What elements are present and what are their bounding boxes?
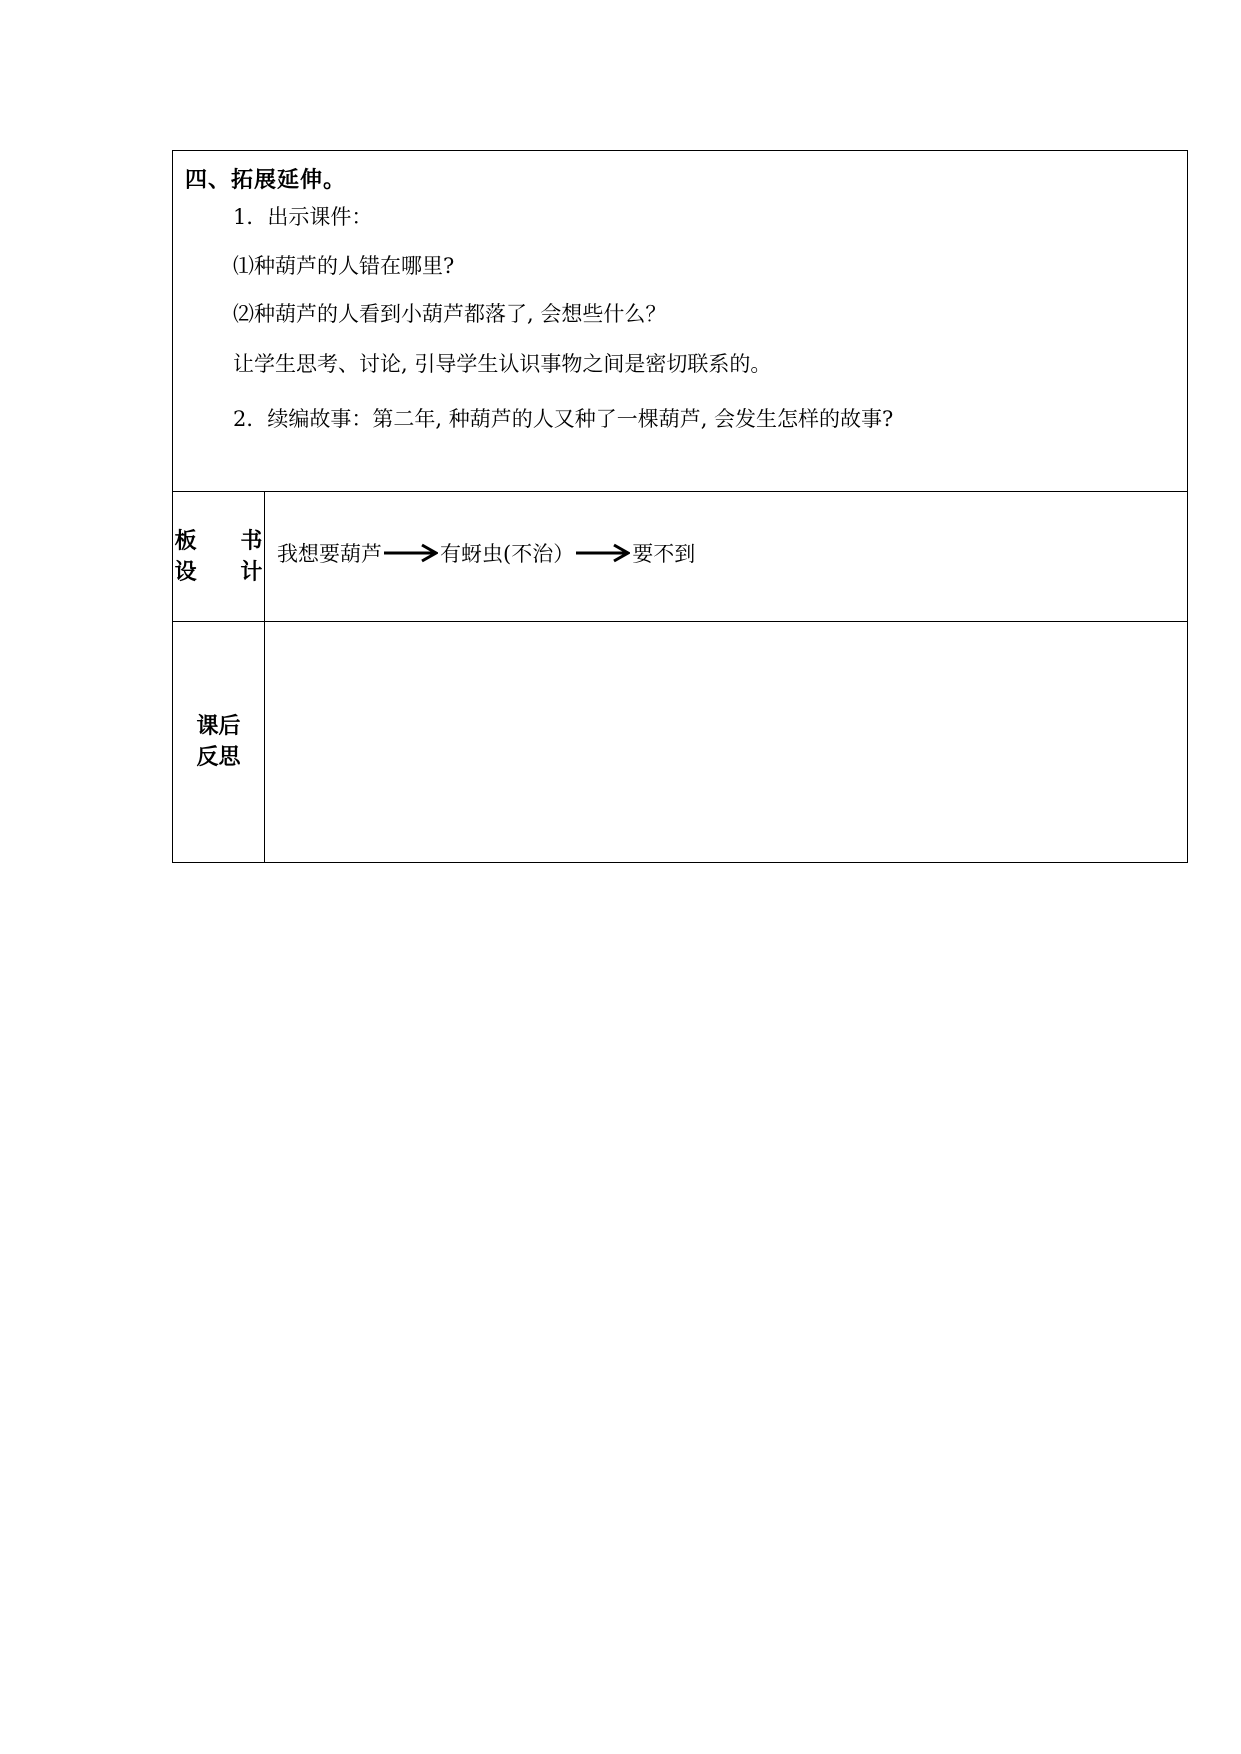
lesson-plan-table (172, 150, 1188, 863)
flow-step: 要不到 (632, 542, 696, 566)
board-flow (277, 538, 695, 568)
label-line: 设 计 (174, 559, 281, 585)
text-line: ⑵种葫芦的人看到小葫芦都落了, 会想些什么？ (233, 302, 667, 326)
section-extension (173, 151, 1187, 492)
text-line: ⑴种葫芦的人错在哪里? (233, 254, 455, 278)
label-line: 课后 (196, 714, 241, 739)
text-line: 1．出示课件： (233, 205, 373, 229)
reflection-row (173, 622, 1187, 862)
reflection-content (265, 622, 1187, 862)
text-line: 让学生思考、讨论, 引导学生认识事物之间是密切联系的。 (233, 352, 772, 376)
reflection-label (173, 622, 265, 862)
label-line: 反思 (196, 745, 241, 770)
flow-step: 有蚜虫(不治） (440, 542, 575, 566)
arrow-right-icon (576, 543, 630, 563)
flow-step: 我想要葫芦 (277, 542, 382, 566)
section-title: 四、拓展延伸。 (185, 168, 347, 193)
board-design-content (265, 492, 1187, 621)
board-design-row (173, 492, 1187, 622)
label-line: 板 书 (174, 528, 281, 554)
board-design-label (173, 492, 281, 621)
text-line: 2．续编故事：第二年, 种葫芦的人又种了一棵葫芦, 会发生怎样的故事? (233, 407, 894, 431)
arrow-right-icon (384, 543, 438, 563)
